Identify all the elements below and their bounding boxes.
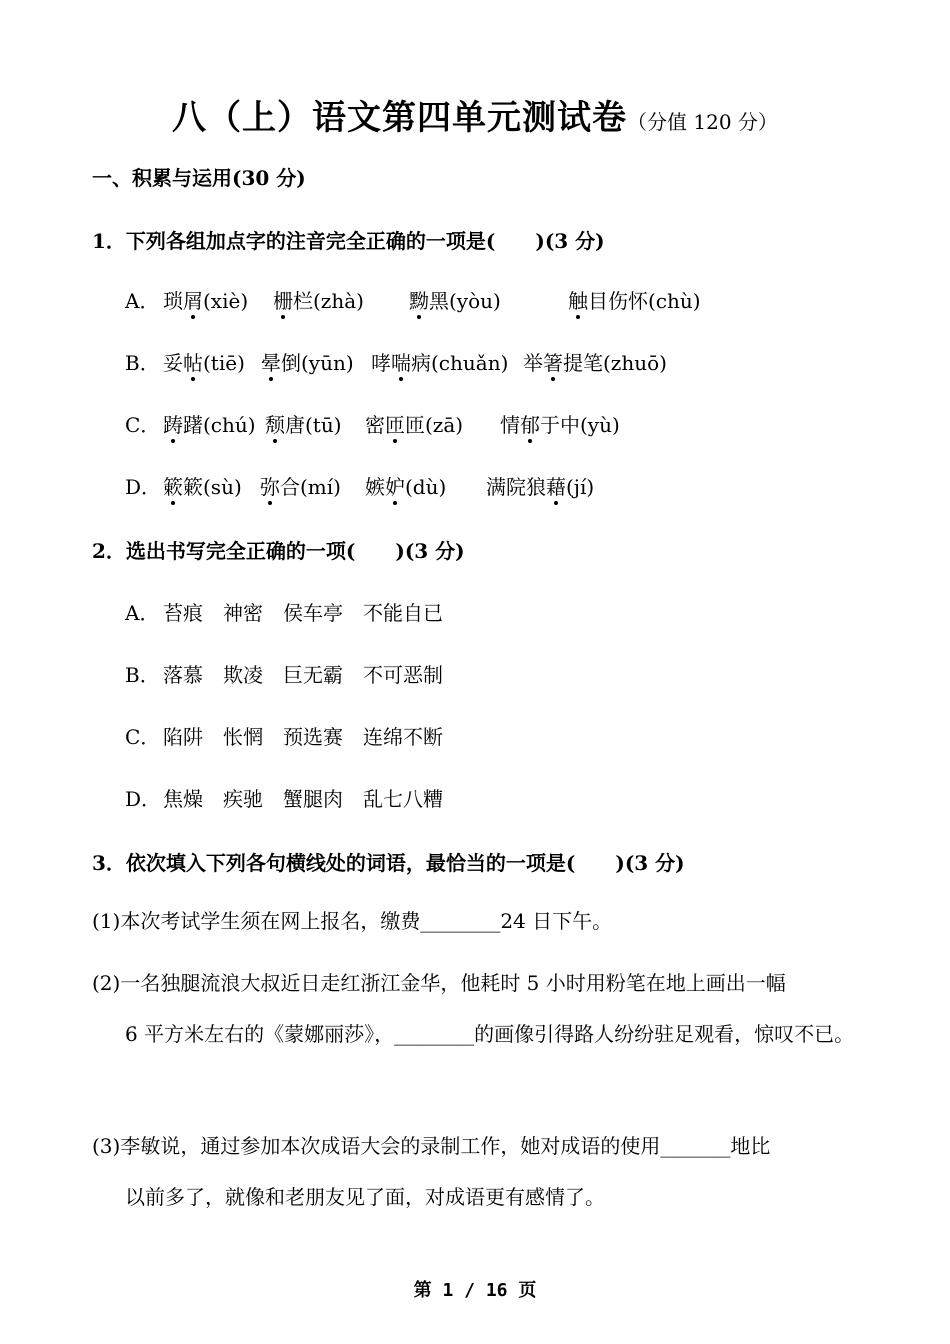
q1-option-b <box>125 347 667 376</box>
sentence-line: (3)李敏说，通过参加本次成语大会的录制工作，她对成语的使用_______地比 <box>92 1134 771 1158</box>
option-item: 琐屑(xiè) <box>163 285 248 314</box>
q1-option-a <box>125 285 701 314</box>
dotted-char: 喘 <box>391 347 411 376</box>
option-text: 焦燥 疾驰 蟹腿肉 乱七八糟 <box>163 787 443 811</box>
dotted-char: 颓 <box>265 409 285 438</box>
title-main: 八（上）语文第四单元测试卷 <box>172 98 628 138</box>
option-item: 举箸提笔(zhuō) <box>523 347 667 376</box>
dotted-char: 踌 <box>163 409 183 438</box>
option-item: 晕倒(yūn) <box>261 347 354 376</box>
option-letter: D． <box>125 475 162 499</box>
dotted-char: 匝 <box>385 409 405 438</box>
option-letter: A． <box>125 601 160 625</box>
option-item: 弥合(mí) <box>260 471 341 500</box>
option-letter: B． <box>125 351 160 375</box>
option-letter: C． <box>125 413 161 437</box>
option-item: 嫉妒(dù) <box>365 471 446 500</box>
question-2-stem: 2．选出书写完全正确的一项( )(3 分) <box>92 539 465 563</box>
dotted-char: 栅 <box>273 285 293 314</box>
sentence-text: (1)本次考试学生须在网上报名，缴费________24 日下午。 <box>92 909 613 933</box>
dotted-char: 帖 <box>183 347 203 376</box>
option-text: 陷阱 怅惘 预选赛 连绵不断 <box>163 725 443 749</box>
dotted-char: 簌 <box>163 471 183 500</box>
option-letter: A． <box>125 289 160 313</box>
option-item: 簌簌(sù) <box>163 471 242 500</box>
q1-option-d <box>125 471 595 500</box>
option-item: 触目伤怀(chù) <box>568 285 701 314</box>
option-letter: D． <box>125 787 162 811</box>
q3-sentence-1 <box>92 896 860 947</box>
dotted-char: 郁 <box>520 409 540 438</box>
sentence-continuation: 以前多了，就像和老朋友见了面，对成语更有感情了。 <box>125 1185 605 1209</box>
q3-sentence-3 <box>92 1121 860 1223</box>
dotted-char: 触 <box>568 285 588 314</box>
dotted-char: 屑 <box>183 285 203 314</box>
document-title <box>0 90 950 139</box>
title-score: （分值 120 分） <box>627 110 778 134</box>
option-item: 妥帖(tiē) <box>163 347 245 376</box>
q2-option-d <box>125 783 443 812</box>
option-letter: C． <box>125 725 161 749</box>
dotted-char: 晕 <box>261 347 281 376</box>
q3-sentence-2 <box>92 958 860 1060</box>
option-text: 苔痕 神密 侯车亭 不能自已 <box>163 601 443 625</box>
section-heading: 一、积累与运用(30 分) <box>92 166 306 190</box>
option-text: 落慕 欺凌 巨无霸 不可恶制 <box>163 663 443 687</box>
option-letter: B． <box>125 663 160 687</box>
option-item: 情郁于中(yù) <box>500 409 620 438</box>
option-item: 密匝匝(zā) <box>365 409 463 438</box>
dotted-char: 箸 <box>543 347 563 376</box>
q1-option-c <box>125 409 620 438</box>
dotted-char: 藉 <box>546 471 566 500</box>
dotted-char: 黝 <box>409 285 429 314</box>
option-item: 栅栏(zhà) <box>273 285 364 314</box>
sentence-continuation: 6 平方米左右的《蒙娜丽莎》，________的画像引得路人纷纷驻足观看，惊叹不已。 <box>125 1022 855 1046</box>
question-1-stem: 1．下列各组加点字的注音完全正确的一项是( )(3 分) <box>92 229 605 253</box>
sentence-line: (2)一名独腿流浪大叔近日走红浙江金华，他耗时 5 小时用粉笔在地上画出一幅 <box>92 971 786 995</box>
dotted-char: 弥 <box>260 471 280 500</box>
option-item: 黝黑(yòu) <box>409 285 501 314</box>
q2-option-b <box>125 659 443 688</box>
option-item: 满院狼藉(jí) <box>486 471 594 500</box>
option-item: 踌躇(chú) <box>163 409 256 438</box>
page-number: 第 1 / 16 页 <box>413 1280 537 1301</box>
dotted-char: 妒 <box>385 471 405 500</box>
q2-option-c <box>125 721 443 750</box>
q2-option-a <box>125 597 443 626</box>
question-3-stem: 3．依次填入下列各句横线处的词语，最恰当的一项是( )(3 分) <box>92 851 685 875</box>
option-item: 哮喘病(chuǎn) <box>371 347 508 376</box>
option-item: 颓唐(tū) <box>265 409 342 438</box>
